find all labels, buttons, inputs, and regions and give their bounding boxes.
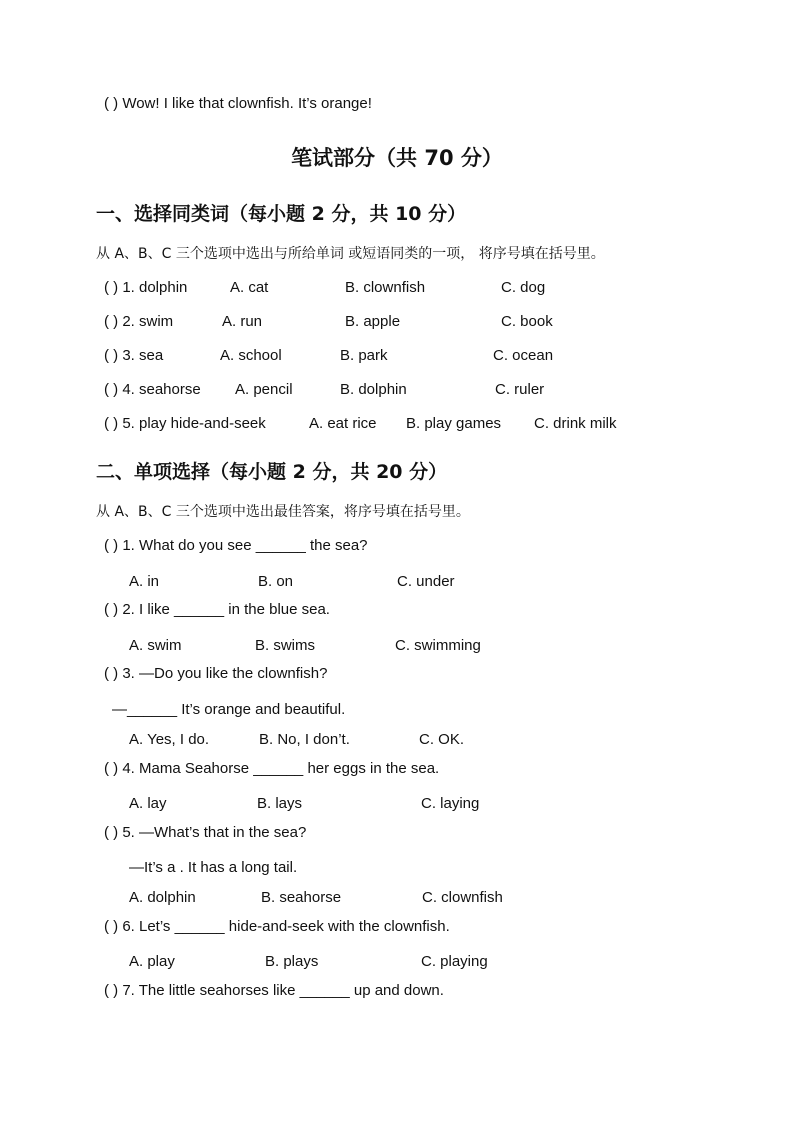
option-a: A. pencil [235,381,293,398]
option-b: B. park [340,347,388,364]
option-c: C. ocean [493,347,554,364]
option-c: C. ruler [495,381,545,398]
option-b: B. play games [406,415,502,432]
question-stem: ( ) 1. What do you see ______ the sea? [104,537,368,554]
question-stem: ( ) 5. —What’s that in the sea? [104,824,307,841]
question-stem: ( ) 3. —Do you like the clownfish? [104,665,328,682]
question-reply: —It’s a . It has a long tail. [129,859,298,876]
question-stem: ( ) 6. Let’s ______ hide-and-seek with the clownfish. [104,918,450,935]
option-a: A. school [220,347,282,364]
option-c: C. drink milk [534,415,617,432]
option-c: C. clownfish [422,889,503,906]
option-a: A. in [129,573,160,590]
option-c: C. under [397,573,455,590]
option-b: B. plays [265,953,319,970]
section-instruction-1: 从 A、B、C 三个选项中选出与所给单词 或短语同类的一项， 将序号填在括号里。 [96,246,605,262]
question-stem: ( ) 2. swim [104,313,174,330]
option-b: B. lays [257,795,303,812]
option-a: A. cat [230,279,269,296]
option-c: C. playing [421,953,488,970]
question-reply: —______ It’s orange and beautiful. [112,701,346,718]
option-c: C. swimming [395,637,481,654]
question-stem: ( ) 7. The little seahorses like ______ up and down. [104,982,444,999]
option-a: A. dolphin [129,889,196,906]
option-a: A. swim [129,637,182,654]
option-b: B. No, I don’t. [259,731,350,748]
question-stem: ( ) 5. play hide-and-seek [104,415,266,432]
question-stem: ( ) 3. sea [104,347,164,364]
option-c: C. dog [501,279,546,296]
question-line: ( ) Wow! I like that clownfish. It’s orange! [104,95,372,112]
option-b: B. on [258,573,294,590]
option-b: B. dolphin [340,381,407,398]
option-b: B. seahorse [261,889,342,906]
option-b: B. clownfish [345,279,426,296]
section-heading-2: 二、单项选择（每小题 2 分，共 20 分） [96,461,448,483]
question-stem: ( ) 1. dolphin [104,279,188,296]
section-instruction-2: 从 A、B、C 三个选项中选出最佳答案，将序号填在括号里。 [96,504,470,520]
option-a: A. play [129,953,175,970]
question-stem: ( ) 4. Mama Seahorse ______ her eggs in the sea. [104,760,440,777]
option-a: A. Yes, I do. [129,731,210,748]
option-a: A. lay [129,795,167,812]
option-c: C. book [501,313,553,330]
question-stem: ( ) 4. seahorse [104,381,201,398]
option-a: A. eat rice [309,415,377,432]
option-b: B. apple [345,313,401,330]
section-heading-1: 一、选择同类词（每小题 2 分，共 10 分） [96,203,467,225]
question-stem: ( ) 2. I like ______ in the blue sea. [104,601,330,618]
option-c: C. laying [421,795,480,812]
page-title: 笔试部分（共 70 分） [291,146,503,170]
option-c: C. OK. [419,731,465,748]
option-a: A. run [222,313,263,330]
option-b: B. swims [255,637,315,654]
